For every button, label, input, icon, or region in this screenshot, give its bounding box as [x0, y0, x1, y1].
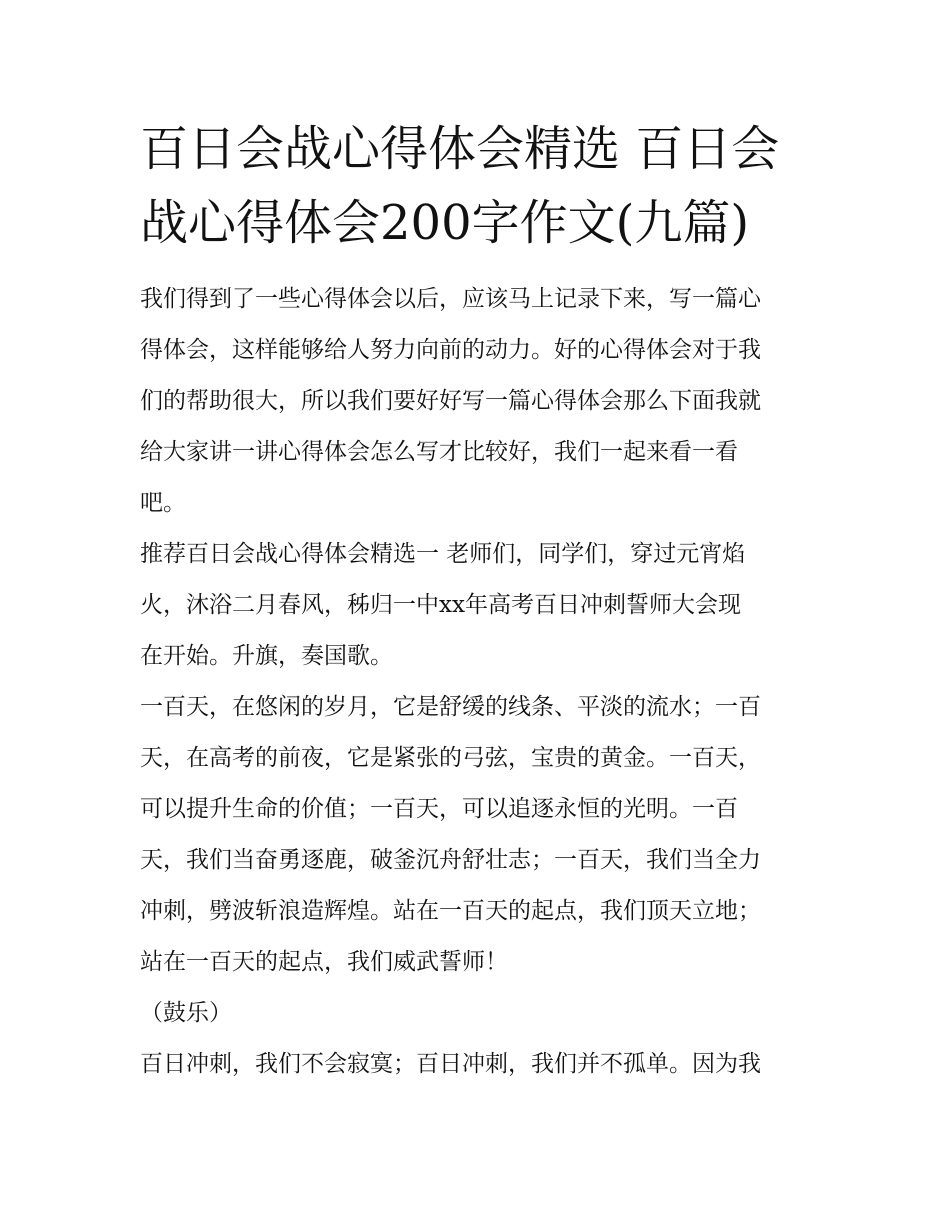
- paragraph-line: 一百天，在悠闲的岁月，它是舒缓的线条、平淡的流水；一百: [140, 694, 761, 720]
- paragraph-drum-music: [140, 988, 820, 1039]
- paragraph-line: 们的帮助很大，所以我们要好好写一篇心得体会那么下面我就: [140, 388, 761, 414]
- paragraph-line: 在开始。升旗，奏国歌。: [140, 643, 393, 669]
- document-title: [140, 112, 820, 260]
- paragraph-line: 得体会，这样能够给人努力向前的动力。好的心得体会对于我: [140, 337, 761, 363]
- paragraph-sprint: [140, 1039, 820, 1090]
- title-line-2: 战心得体会200字作文(九篇): [140, 195, 750, 251]
- paragraph-line: 推荐百日会战心得体会精选一 老师们，同学们，穿过元宵焰: [140, 541, 746, 567]
- paragraph-line: 给大家讲一讲心得体会怎么写才比较好，我们一起来看一看: [140, 439, 738, 465]
- paragraph-line: 火，沐浴二月春风，秭归一中xx年高考百日冲刺誓师大会现: [140, 592, 741, 618]
- paragraph-line: 百日冲刺，我们不会寂寞；百日冲刺，我们并不孤单。因为我: [140, 1051, 761, 1077]
- paragraph-hundred-days: [140, 682, 820, 988]
- paragraph-line: 吧。: [140, 490, 186, 516]
- paragraph-intro: [140, 274, 820, 529]
- paragraph-line: 我们得到了一些心得体会以后，应该马上记录下来，写一篇心: [140, 286, 761, 312]
- paragraph-line: 天，在高考的前夜，它是紧张的弓弦，宝贵的黄金。一百天，: [140, 745, 761, 771]
- title-line-1: 百日会战心得体会精选 百日会: [140, 121, 780, 177]
- paragraph-recommend: [140, 529, 820, 682]
- paragraph-line: 冲刺，劈波斩浪造辉煌。站在一百天的起点，我们顶天立地；: [140, 898, 761, 924]
- paragraph-line: 可以提升生命的价值；一百天，可以追逐永恒的光明。一百: [140, 796, 738, 822]
- paragraph-line: 站在一百天的起点，我们威武誓师！: [140, 949, 508, 975]
- paragraph-line: 天，我们当奋勇逐鹿，破釜沉舟舒壮志；一百天，我们当全力: [140, 847, 761, 873]
- paragraph-line: （鼓乐）: [140, 1000, 232, 1026]
- document-body: [140, 274, 820, 1090]
